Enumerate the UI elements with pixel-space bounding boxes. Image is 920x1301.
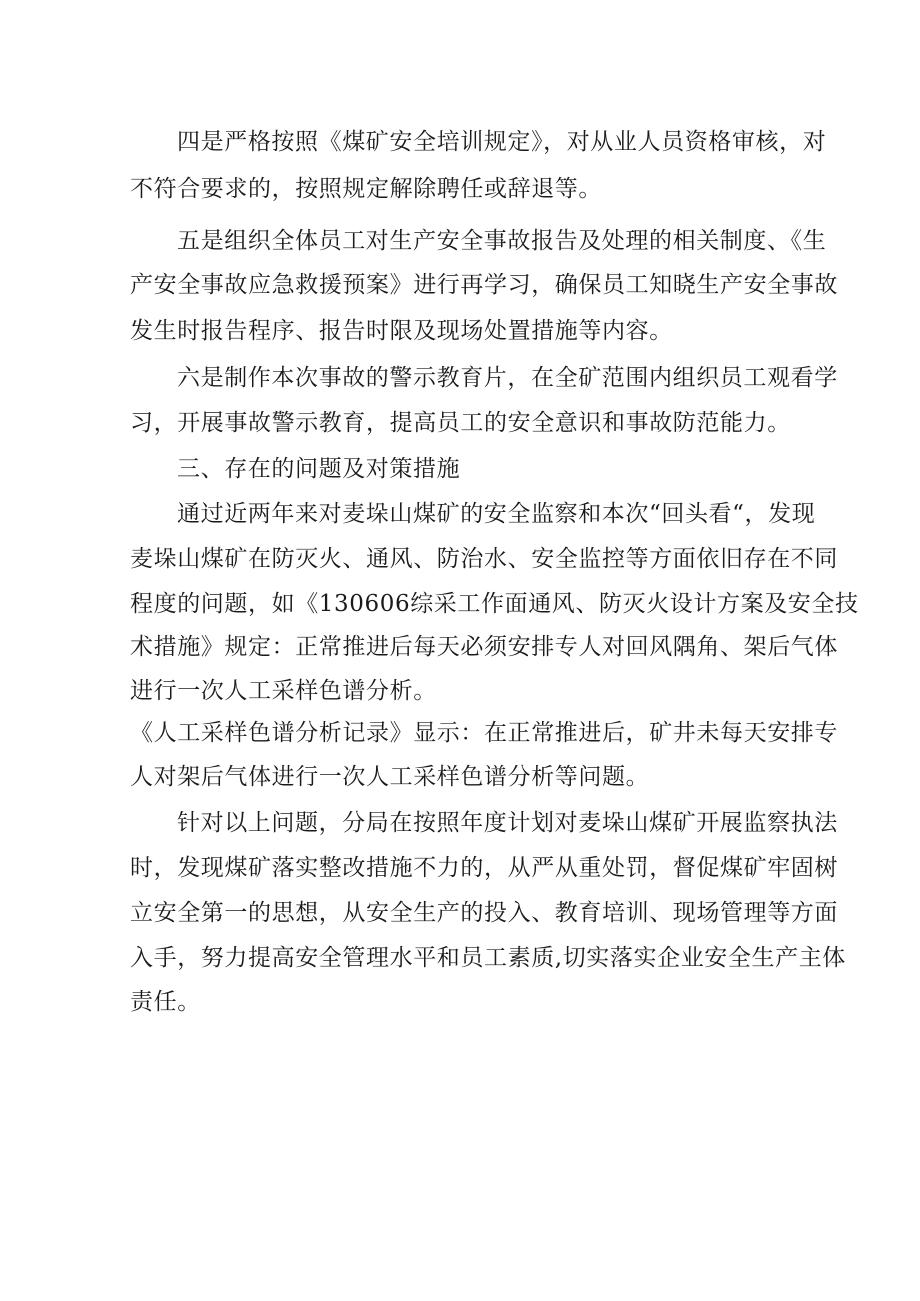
text-line: 人对架后气体进行一次人工采样色谱分析等问题。	[130, 764, 650, 790]
text-line: 通过近两年来对麦垛山煤矿的安全监察和本次“回头看“，发现	[177, 501, 816, 527]
text-line: 麦垛山煤矿在防灭火、通风、防治水、安全监控等方面依旧存在不同	[130, 546, 838, 572]
text-line: 五是组织全体员工对生产安全事故报告及处理的相关制度、《生	[177, 228, 827, 254]
text-line: 发生时报告程序、报告时限及现场处置措施等内容。	[130, 318, 673, 344]
text-line: 术措施》规定：正常推进后每天必须安排专人对回风隅角、架后气体	[130, 634, 838, 660]
text-line: 针对以上问题，分局在按照年度计划对麦垛山煤矿开展监察执法	[177, 810, 838, 836]
text-line: 责任。	[130, 989, 201, 1015]
text-line: 入手，努力提高安全管理水平和员工素质,切实落实企业安全生产主体	[130, 945, 846, 971]
text-line: 不符合要求的，按照规定解除聘任或辞退等。	[130, 176, 602, 202]
text-line: 立安全第一的思想，从安全生产的投入、教育培训、现场管理等方面	[130, 900, 838, 926]
text-line: 产安全事故应急救援预案》进行再学习，确保员工知晓生产安全事故	[130, 272, 838, 298]
text-line: 六是制作本次事故的警示教育片，在全矿范围内组织员工观看学	[177, 365, 838, 391]
section-heading: 三、存在的问题及对策措施	[177, 456, 461, 482]
text-line: 时，发现煤矿落实整改措施不力的，从严从重处罚，督促煤矿牢固树	[130, 855, 838, 881]
text-line: 《人工采样色谱分析记录》显示：在正常推进后，矿井未每天安排专	[130, 720, 838, 746]
text-line: 四是严格按照《煤矿安全培训规定》，对从业人员资格审核，对	[177, 129, 827, 155]
text-line: 进行一次人工采样色谱分析。	[130, 678, 437, 704]
text-line: 习，开展事故警示教育，提高员工的安全意识和事故防范能力。	[130, 410, 791, 436]
text-line: 程度的问题，如《130606综采工作面通风、防灭火设计方案及安全技	[130, 591, 859, 617]
